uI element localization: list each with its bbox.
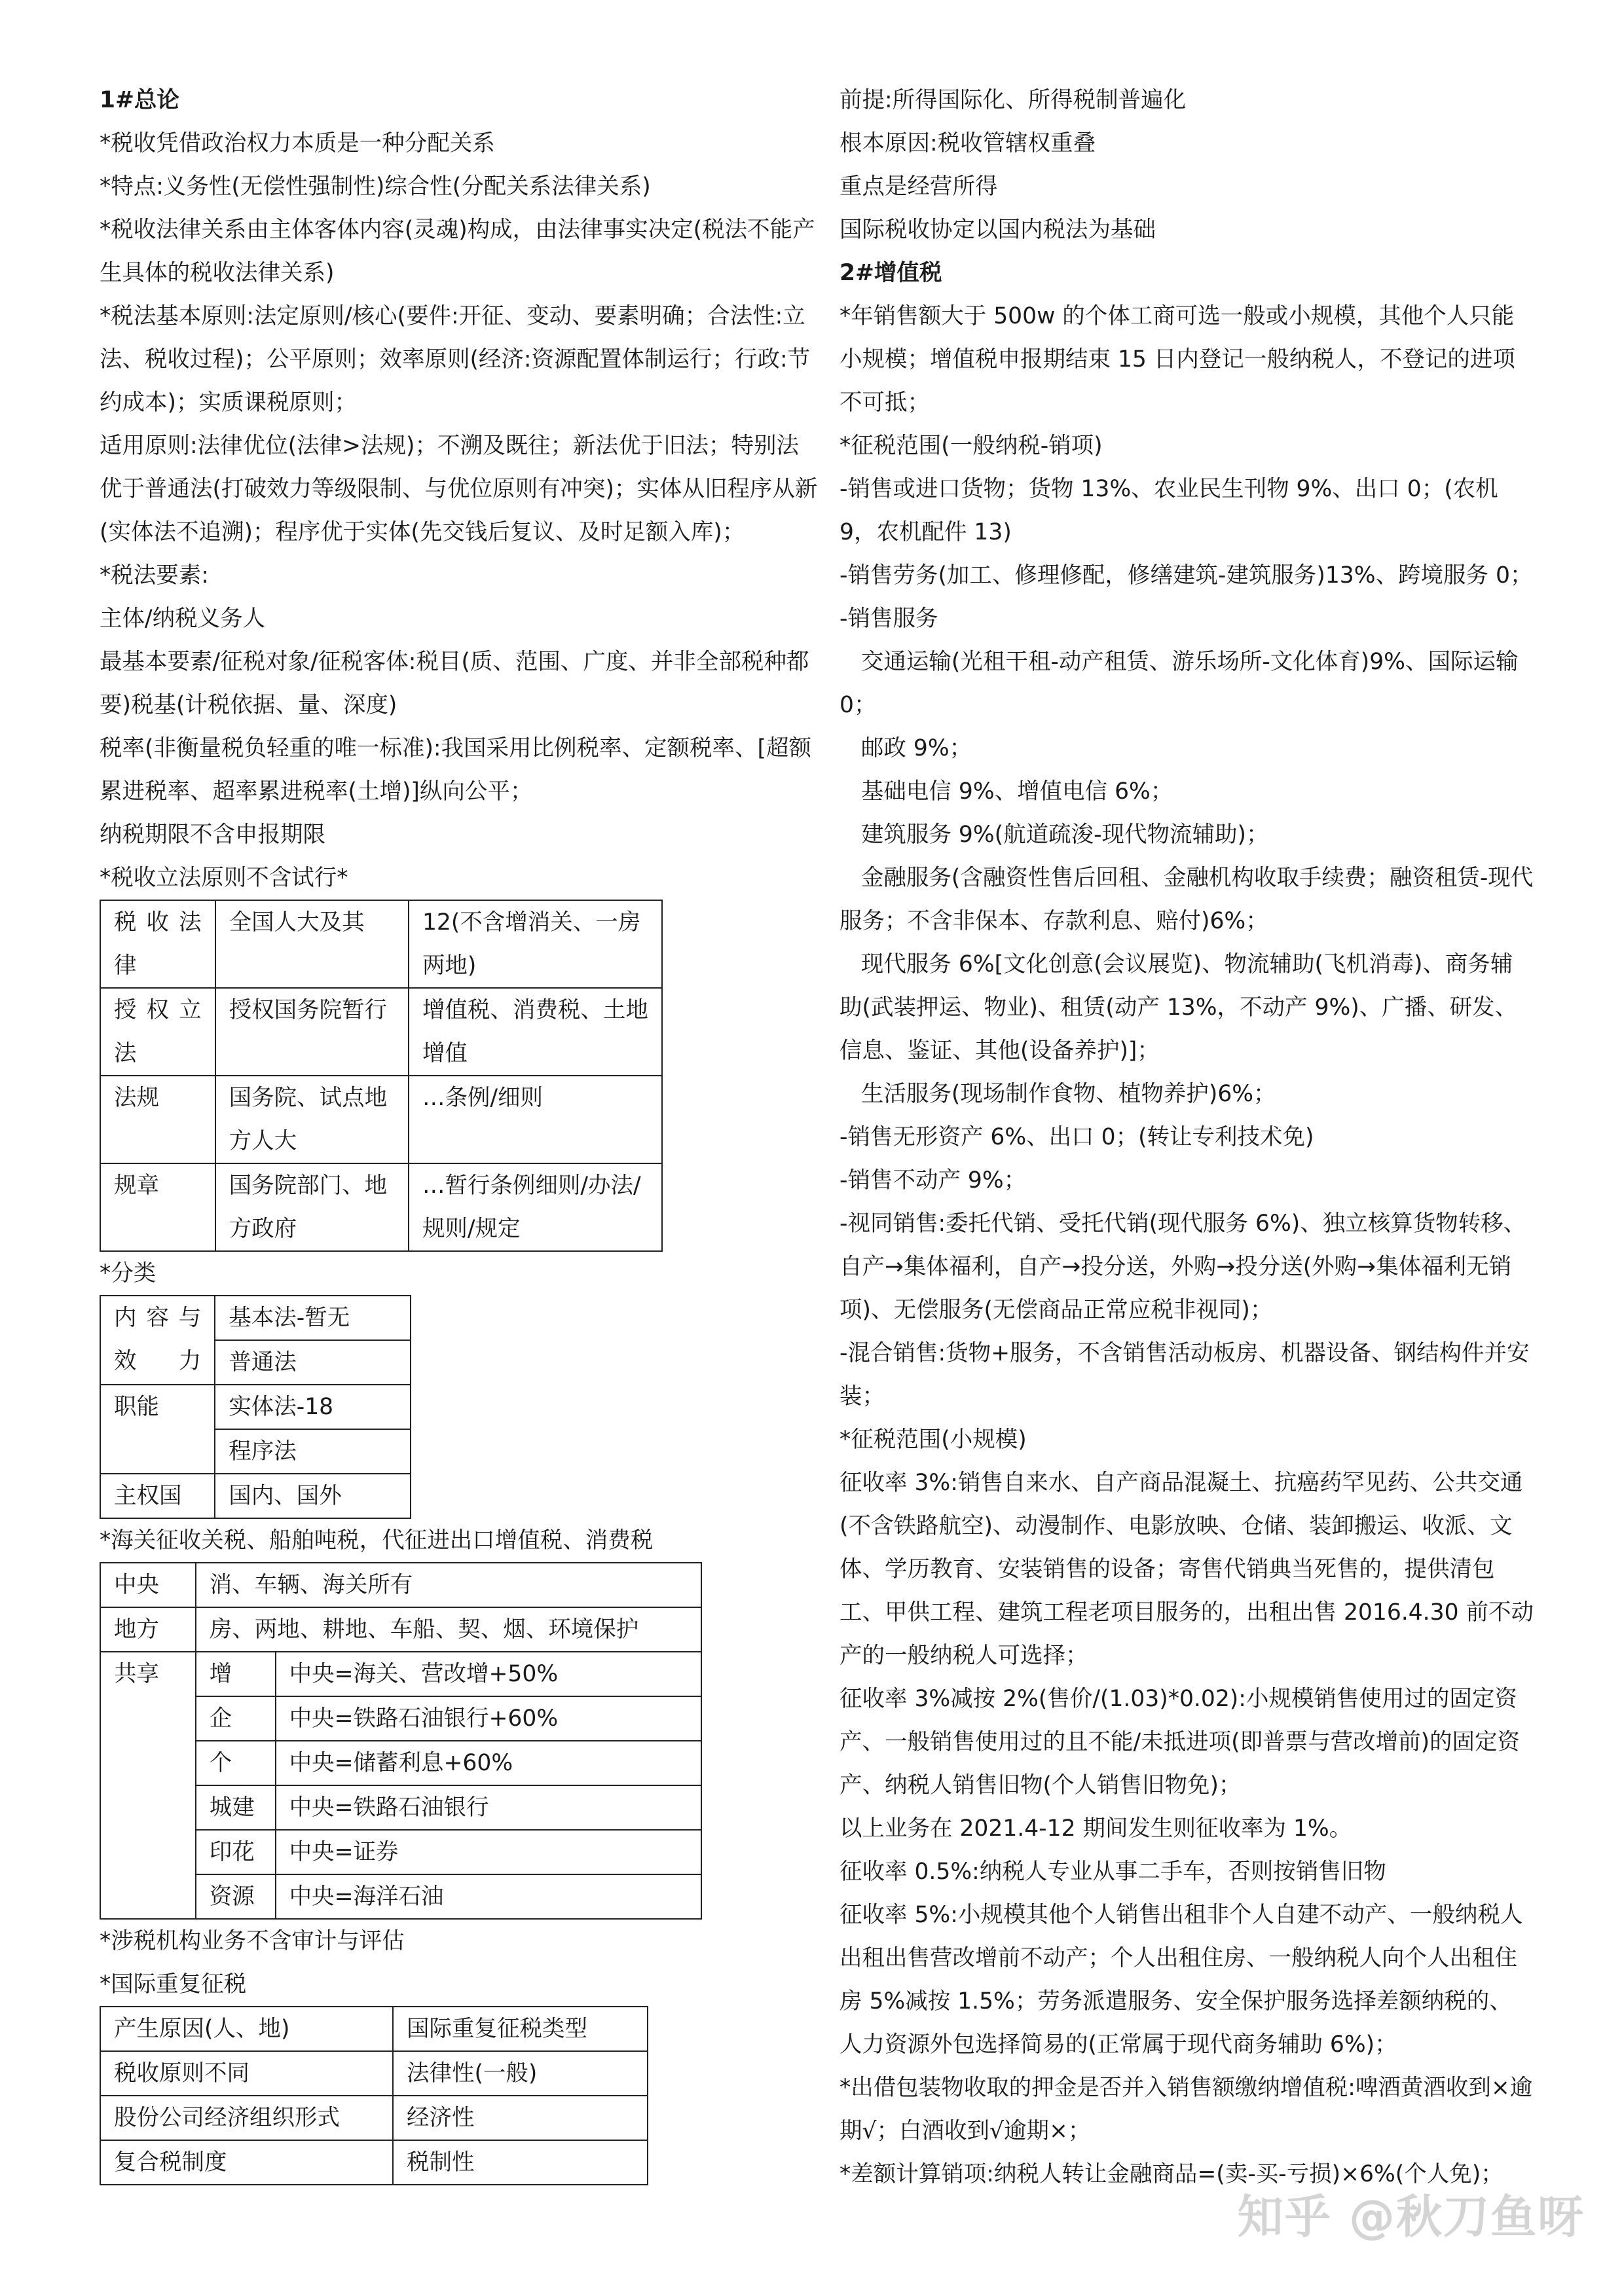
section-title-vat: 2#增值税 xyxy=(840,260,942,286)
text-line: 主体/纳税义务人 xyxy=(100,606,266,632)
text-line: 根本原因:税收管辖权重叠 xyxy=(840,130,1096,156)
table-cell: 地方 xyxy=(100,1607,196,1652)
table-cell: 基本法-暂无 xyxy=(215,1296,411,1340)
table-row xyxy=(100,1076,662,1163)
left-column xyxy=(100,79,820,2185)
table-cell: 授权国务院暂行 xyxy=(215,988,409,1076)
table-row xyxy=(100,2051,648,2096)
table-cell: 内容与效力 xyxy=(100,1296,215,1385)
legislation-table xyxy=(100,900,663,1252)
text-line: 基础电信 9%、增值电信 6%； xyxy=(840,778,1173,805)
tax-revenue-table xyxy=(100,1562,702,1920)
text-line: 征收率 3%:销售自来水、自产商品混凝土、抗癌药罕见药、公共交通(不含铁路航空)、动漫制作、电影放映、仓储、装卸搬运、收派、文体、学历教育、安装销售的设备；寄售代销典当死售的，提供清包工、甲供工程、建筑工程老项目服务的，出租出售 2016.4.30 前不动产的一般纳税人可选择； xyxy=(840,1470,1534,1669)
text-line: *国际重复征税 xyxy=(100,1971,247,1997)
text-line: *征税范围(一般纳税-销项) xyxy=(840,433,1103,459)
text-line: *税法要素: xyxy=(100,562,209,589)
table-cell: 中央=证券 xyxy=(276,1830,701,1874)
text-line: 最基本要素/征税对象/征税客体:税目(质、范围、广度、并非全部税种都要)税基(计税依据、量、深度) xyxy=(100,649,809,718)
text-line: 以上业务在 2021.4-12 期间发生则征收率为 1%。 xyxy=(840,1815,1352,1842)
table-cell: 主权国 xyxy=(100,1474,215,1518)
table-row xyxy=(100,1652,701,1696)
watermark: 知乎 @秋刀鱼呀 xyxy=(1237,2190,1585,2244)
text-line: 国际税收协定以国内税法为基础 xyxy=(840,217,1156,243)
table-cell: 资源 xyxy=(196,1874,276,1919)
text-line: *出借包装物收取的押金是否并入销售额缴纳增值税:啤酒黄酒收到×逾期√；白酒收到√逾期×； xyxy=(840,2075,1533,2144)
text-line: 前提:所得国际化、所得税制普遍化 xyxy=(840,87,1187,113)
text-line: -混合销售:货物+服务，不含销售活动板房、机器设备、钢结构件并安装； xyxy=(840,1340,1530,1410)
table-cell: 税收法律 xyxy=(100,900,215,988)
table-row xyxy=(100,1607,701,1652)
table-cell: …暂行条例细则/办法/规则/规定 xyxy=(409,1163,662,1251)
text-line: 征收率 3%减按 2%(售价/(1.03)*0.02):小规模销售使用过的固定资产、一般销售使用过的且不能/未抵进项(即普票与营改增前)的固定资产、纳税人销售旧物(个人销售旧物免)； xyxy=(840,1686,1521,1798)
table-cell: 城建 xyxy=(196,1785,276,1830)
text-line: 生活服务(现场制作食物、植物养护)6%； xyxy=(840,1081,1276,1107)
table-row xyxy=(100,2096,648,2140)
text-line: -销售服务 xyxy=(840,606,938,632)
text-line: *税收立法原则不含试行* xyxy=(100,865,348,891)
text-line: -销售无形资产 6%、出口 0；(转让专利技术免) xyxy=(840,1124,1314,1150)
text-line: *分类 xyxy=(100,1260,157,1286)
table-cell: 职能 xyxy=(100,1385,215,1474)
table-row xyxy=(100,1385,411,1429)
table-cell: 复合税制度 xyxy=(100,2140,393,2185)
table-row xyxy=(100,1563,701,1607)
table-cell: 共享 xyxy=(100,1652,196,1919)
text-line: *税收法律关系由主体客体内容(灵魂)构成，由法律事实决定(税法不能产生具体的税收法律关系) xyxy=(100,217,815,286)
table-cell: 增值税、消费税、土地增值 xyxy=(409,988,662,1076)
text-line: 纳税期限不含申报期限 xyxy=(100,822,325,848)
right-column xyxy=(840,79,1534,2196)
text-line: 现代服务 6%[文化创意(会议展览)、物流辅助(飞机消毒)、商务辅助(武装押运、物业)、租赁(动产 13%，不动产 9%)、广播、研发、信息、鉴证、其他(设备养护)]； xyxy=(840,951,1518,1064)
text-line: -视同销售:委托代销、受托代销(现代服务 6%)、独立核算货物转移、自产→集体福利，自产→投分送，外购→投分送(外购→集体福利无销项)、无偿服务(无偿商品正常应税非视同)； xyxy=(840,1211,1526,1323)
table-cell: 普通法 xyxy=(215,1340,411,1385)
text-line: 征收率 5%:小规模其他个人销售出租非个人自建不动产、一般纳税人出租出售营改增前不动产；个人出租住房、一般纳税人向个人出租住房 5%减按 1.5%；劳务派遣服务、安全保护服务选择差额纳税的、人力资源外包选择简易的(正常属于现代商务辅助 6%)； xyxy=(840,1902,1523,2058)
table-cell: …条例/细则 xyxy=(409,1076,662,1163)
table-cell: 全国人大及其 xyxy=(215,900,409,988)
table-cell: 中央=铁路石油银行+60% xyxy=(276,1696,701,1741)
text-line: 交通运输(光租干租-动产租赁、游乐场所-文化体育)9%、国际运输 0； xyxy=(840,649,1526,718)
table-cell: 规章 xyxy=(100,1163,215,1251)
text-line: *海关征收关税、船舶吨税，代征进出口增值税、消费税 xyxy=(100,1527,654,1554)
table-cell: 经济性 xyxy=(393,2096,648,2140)
text-line: *税法基本原则:法定原则/核心(要件:开征、变动、要素明确；合法性:立法、税收过程)；公平原则；效率原则(经济:资源配置体制运行；行政:节约成本)；实质课税原则； xyxy=(100,303,811,416)
table-cell: 中央=海关、营改增+50% xyxy=(276,1652,701,1696)
text-line: *税收凭借政治权力本质是一种分配关系 xyxy=(100,130,495,156)
table-row xyxy=(100,900,662,988)
text-line: -销售或进口货物；货物 13%、农业民生刊物 9%、出口 0；(农机 9，农机配件 13) xyxy=(840,476,1505,545)
table-row xyxy=(100,2140,648,2185)
text-line: 适用原则:法律优位(法律>法规)；不溯及既往；新法优于旧法；特别法优于普通法(打破效力等级限制、与优位原则有冲突)；实体从旧程序从新(实体法不追溯)；程序优于实体(先交钱后复议、及时足额入库)； xyxy=(100,433,818,545)
text-line: 征收率 0.5%:纳税人专业从事二手车，否则按销售旧物 xyxy=(840,1859,1386,1885)
table-row xyxy=(100,1296,411,1340)
table-row xyxy=(100,1163,662,1251)
table-cell: 授权立法 xyxy=(100,988,215,1076)
table-cell: 增 xyxy=(196,1652,276,1696)
section-title-general: 1#总论 xyxy=(100,87,179,113)
table-cell: 中央=铁路石油银行 xyxy=(276,1785,701,1830)
table-cell: 法规 xyxy=(100,1076,215,1163)
table-cell: 中央=储蓄利息+60% xyxy=(276,1741,701,1785)
table-cell: 企 xyxy=(196,1696,276,1741)
text-line: 邮政 9%； xyxy=(840,735,972,761)
table-cell: 税收原则不同 xyxy=(100,2051,393,2096)
table-cell: 消、车辆、海关所有 xyxy=(196,1563,701,1607)
text-line: *征税范围(小规模) xyxy=(840,1427,1027,1453)
text-line: 金融服务(含融资性售后回租、金融机构收取手续费；融资租赁-现代服务；不含非保本、存款利息、赔付)6%； xyxy=(840,865,1534,934)
classification-table xyxy=(100,1295,411,1519)
table-cell: 国务院、试点地方人大 xyxy=(215,1076,409,1163)
table-cell: 国内、国外 xyxy=(215,1474,411,1518)
table-cell: 中央=海洋石油 xyxy=(276,1874,701,1919)
text-line: *年销售额大于 500w 的个体工商可选一般或小规模，其他个人只能小规模；增值税申报期结束 15 日内登记一般纳税人，不登记的进项不可抵； xyxy=(840,303,1515,416)
text-line: 重点是经营所得 xyxy=(840,173,998,200)
table-cell: 国际重复征税类型 xyxy=(393,2007,648,2051)
table-cell: 产生原因(人、地) xyxy=(100,2007,393,2051)
table-cell: 股份公司经济组织形式 xyxy=(100,2096,393,2140)
text-line: -销售不动产 9%； xyxy=(840,1167,1027,1194)
table-cell: 房、两地、耕地、车船、契、烟、环境保护 xyxy=(196,1607,701,1652)
text-line: 建筑服务 9%(航道疏浚-现代物流辅助)； xyxy=(840,822,1269,848)
table-row xyxy=(100,1474,411,1518)
table-cell: 税制性 xyxy=(393,2140,648,2185)
double-taxation-table xyxy=(100,2006,648,2185)
table-cell: 印花 xyxy=(196,1830,276,1874)
table-cell: 中央 xyxy=(100,1563,196,1607)
table-cell: 个 xyxy=(196,1741,276,1785)
text-line: *涉税机构业务不含审计与评估 xyxy=(100,1928,405,1954)
table-cell: 12(不含增消关、一房两地) xyxy=(409,900,662,988)
table-cell: 国务院部门、地方政府 xyxy=(215,1163,409,1251)
left-block1 xyxy=(100,122,820,900)
table-cell: 实体法-18 xyxy=(215,1385,411,1429)
table-row xyxy=(100,2007,648,2051)
text-line: 税率(非衡量税负轻重的唯一标准):我国采用比例税率、定额税率、[超额累进税率、超率累进税率(土增)]纵向公平； xyxy=(100,735,811,805)
text-line: *差额计算销项:纳税人转让金融商品=(卖-买-亏损)×6%(个人免)； xyxy=(840,2161,1504,2187)
text-line: -销售劳务(加工、修理修配，修缮建筑-建筑服务)13%、跨境服务 0； xyxy=(840,562,1533,589)
table-cell: 程序法 xyxy=(215,1429,411,1474)
table-cell: 法律性(一般) xyxy=(393,2051,648,2096)
text-line: *特点:义务性(无偿性强制性)综合性(分配关系法律关系) xyxy=(100,173,651,200)
table-row xyxy=(100,988,662,1076)
